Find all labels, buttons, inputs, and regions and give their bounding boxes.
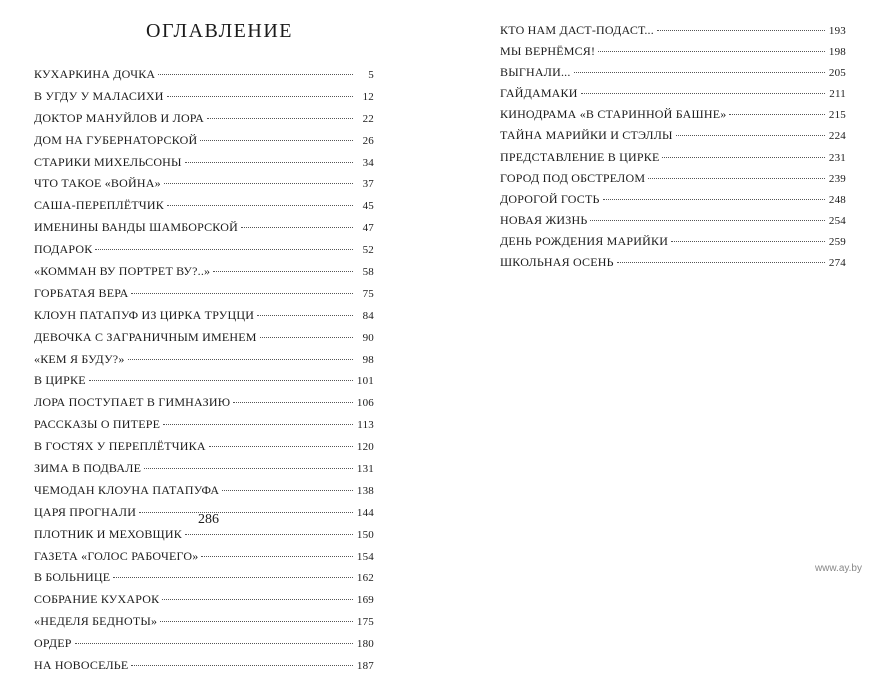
dot-leader bbox=[662, 157, 825, 158]
dot-leader bbox=[162, 599, 353, 600]
toc-entry-title: ЛОРА ПОСТУПАЕТ В ГИМНАЗИЮ bbox=[34, 395, 231, 410]
toc-entry bbox=[34, 152, 374, 174]
dot-leader bbox=[617, 262, 825, 263]
toc-entry-page: 52 bbox=[362, 244, 374, 257]
toc-entry-title: КЛОУН ПАТАПУФ ИЗ ЦИРКА ТРУЦЦИ bbox=[34, 307, 255, 322]
toc-entry-title: ЗИМА В ПОДВАЛЕ bbox=[34, 461, 142, 476]
toc-entry bbox=[34, 392, 374, 414]
toc-entry-title: САША-ПЕРЕПЛЁТЧИК bbox=[34, 198, 164, 213]
toc-entry-page: 90 bbox=[362, 331, 374, 344]
dot-leader bbox=[158, 74, 353, 75]
toc-entry-page: 198 bbox=[828, 46, 846, 59]
toc-entry bbox=[34, 611, 374, 633]
toc-entry-page: 193 bbox=[828, 25, 846, 37]
toc-entry bbox=[34, 217, 374, 239]
toc-entry-page: 215 bbox=[828, 109, 846, 122]
toc-entry bbox=[500, 104, 846, 125]
dot-leader bbox=[128, 359, 353, 360]
toc-entry bbox=[34, 86, 374, 108]
toc-entry-page: 34 bbox=[362, 156, 374, 169]
dot-leader bbox=[209, 446, 353, 447]
dot-leader bbox=[167, 205, 353, 206]
toc-entry-title: ДОРОГОЙ ГОСТЬ bbox=[500, 191, 600, 206]
toc-entry bbox=[500, 252, 846, 273]
left-page bbox=[0, 0, 439, 673]
dot-leader bbox=[164, 183, 353, 184]
toc-entry-title: В ЦИРКЕ bbox=[34, 373, 86, 388]
toc-entry-page: 248 bbox=[828, 193, 846, 206]
toc-entry bbox=[34, 261, 374, 283]
toc-entry-title: ЧТО ТАКОЕ «ВОЙНА» bbox=[34, 176, 161, 191]
toc-entry-page: 5 bbox=[368, 69, 374, 81]
toc-entry-page: 106 bbox=[356, 397, 374, 410]
toc-entry-title: В ГОСТЯХ У ПЕРЕПЛЁТЧИКА bbox=[34, 439, 206, 454]
toc-entry bbox=[500, 125, 846, 146]
toc-entry-title: СОБРАНИЕ КУХАРОК bbox=[34, 592, 160, 607]
dot-leader bbox=[144, 468, 353, 469]
dot-leader bbox=[257, 315, 353, 316]
toc-entry-title: КТО НАМ ДАСТ-ПОДАСТ... bbox=[500, 23, 654, 37]
toc-entry-title: ИМЕНИНЫ ВАНДЫ ШАМБОРСКОЙ bbox=[34, 220, 238, 235]
toc-entry bbox=[34, 546, 374, 568]
toc-entry bbox=[500, 41, 846, 62]
dot-leader bbox=[163, 424, 353, 425]
toc-entry-page: 169 bbox=[356, 594, 374, 607]
dot-leader bbox=[222, 490, 353, 491]
dot-leader bbox=[657, 30, 825, 31]
toc-entry bbox=[34, 436, 374, 458]
toc-entry-page: 211 bbox=[829, 88, 846, 101]
toc-entry-title: ЧЕМОДАН КЛОУНА ПАТАПУФА bbox=[34, 482, 220, 497]
watermark: www.ay.by bbox=[814, 563, 862, 574]
toc-entry bbox=[500, 20, 846, 41]
toc-entry-title: ГАЙДАМАКИ bbox=[500, 86, 578, 101]
toc-entry-page: 101 bbox=[356, 375, 374, 388]
toc-entry bbox=[34, 349, 374, 371]
toc-entry-page: 180 bbox=[356, 638, 374, 651]
dot-leader bbox=[581, 93, 825, 94]
toc-entry-page: 150 bbox=[356, 528, 374, 541]
toc-entry-title: НА НОВОСЕЛЬЕ bbox=[34, 658, 129, 673]
toc-entry bbox=[34, 305, 374, 327]
toc-entry-page: 22 bbox=[362, 112, 374, 125]
dot-leader bbox=[207, 118, 353, 119]
toc-entry-title: В УГДУ У МАЛАСИХИ bbox=[34, 88, 164, 103]
toc-entry-title: «НЕДЕЛЯ БЕДНОТЫ» bbox=[34, 614, 158, 629]
toc-entry bbox=[34, 458, 374, 480]
dot-leader bbox=[131, 665, 353, 666]
toc-entry-page: 274 bbox=[828, 257, 846, 270]
toc-entry bbox=[34, 130, 374, 152]
toc-entry bbox=[34, 567, 374, 589]
toc-entry-page: 37 bbox=[362, 178, 374, 191]
dot-leader bbox=[648, 178, 825, 179]
toc-entry-title: МЫ ВЕРНЁМСЯ! bbox=[500, 44, 596, 59]
toc-entry-page: 187 bbox=[356, 660, 374, 673]
toc-entry-title: ГОРОД ПОД ОБСТРЕЛОМ bbox=[500, 170, 646, 185]
toc-entry-title: КУХАРКИНА ДОЧКА bbox=[34, 67, 156, 81]
toc-entry-title: ПОДАРОК bbox=[34, 242, 93, 257]
dot-leader bbox=[676, 135, 825, 136]
toc-entry-page: 224 bbox=[828, 130, 846, 143]
toc-entry bbox=[34, 589, 374, 611]
toc-entry-page: 113 bbox=[357, 419, 374, 432]
toc-entry bbox=[34, 283, 374, 305]
toc-entry-page: 138 bbox=[356, 484, 374, 497]
dot-leader bbox=[201, 556, 353, 557]
dot-leader bbox=[603, 199, 825, 200]
toc-entry-title: ПЛОТНИК И МЕХОВЩИК bbox=[34, 526, 182, 541]
toc-entry-title: ДОМ НА ГУБЕРНАТОРСКОЙ bbox=[34, 132, 198, 147]
toc-entry-page: 205 bbox=[828, 67, 846, 80]
toc-entry-page: 144 bbox=[356, 506, 374, 519]
dot-leader bbox=[200, 140, 353, 141]
toc-entry bbox=[500, 62, 846, 83]
dot-leader bbox=[160, 621, 353, 622]
toc-entry-title: «КОММАН ВУ ПОРТРЕТ ВУ?..» bbox=[34, 264, 211, 279]
toc-entry-page: 45 bbox=[362, 200, 374, 213]
toc-list-right bbox=[500, 20, 846, 273]
toc-entry bbox=[34, 173, 374, 195]
toc-entry-title: «КЕМ Я БУДУ?» bbox=[34, 351, 125, 366]
toc-entry-title: ЦАРЯ ПРОГНАЛИ bbox=[34, 504, 137, 519]
toc-list-left bbox=[34, 64, 374, 677]
toc-entry-page: 12 bbox=[362, 90, 374, 103]
dot-leader bbox=[95, 249, 353, 250]
toc-entry-page: 75 bbox=[362, 287, 374, 300]
toc-entry-page: 58 bbox=[362, 266, 374, 279]
toc-entry bbox=[34, 195, 374, 217]
dot-leader bbox=[671, 241, 825, 242]
toc-entry bbox=[34, 633, 374, 655]
dot-leader bbox=[139, 512, 353, 513]
toc-entry-page: 231 bbox=[828, 151, 846, 164]
toc-entry bbox=[34, 239, 374, 261]
dot-leader bbox=[185, 162, 353, 163]
toc-entry-page: 175 bbox=[356, 616, 374, 629]
toc-entry bbox=[34, 370, 374, 392]
dot-leader bbox=[167, 96, 353, 97]
toc-entry-title: ДЕВОЧКА С ЗАГРАНИЧНЫМ ИМЕНЕМ bbox=[34, 329, 257, 344]
toc-entry-page: 131 bbox=[356, 463, 374, 476]
toc-entry-title: РАССКАЗЫ О ПИТЕРЕ bbox=[34, 417, 161, 432]
toc-entry-page: 47 bbox=[362, 222, 374, 235]
dot-leader bbox=[233, 402, 353, 403]
toc-entry-title: ШКОЛЬНАЯ ОСЕНЬ bbox=[500, 255, 614, 270]
toc-entry bbox=[500, 231, 846, 252]
toc-entry-page: 84 bbox=[362, 309, 374, 322]
dot-leader bbox=[131, 293, 353, 294]
toc-entry bbox=[34, 108, 374, 130]
toc-entry-title: СТАРИКИ МИХЕЛЬСОНЫ bbox=[34, 154, 182, 169]
page-title: ОГЛАВЛЕНИЕ bbox=[146, 20, 293, 42]
right-page bbox=[439, 0, 878, 578]
toc-entry-title: КИНОДРАМА «В СТАРИННОЙ БАШНЕ» bbox=[500, 107, 727, 122]
toc-entry bbox=[34, 327, 374, 349]
toc-entry-title: ВЫГНАЛИ... bbox=[500, 65, 571, 80]
toc-entry-page: 259 bbox=[828, 235, 846, 248]
toc-entry-title: В БОЛЬНИЦЕ bbox=[34, 570, 111, 585]
dot-leader bbox=[260, 337, 353, 338]
dot-leader bbox=[574, 72, 825, 73]
toc-entry bbox=[34, 414, 374, 436]
dot-leader bbox=[241, 227, 353, 228]
toc-entry-title: ПРЕДСТАВЛЕНИЕ В ЦИРКЕ bbox=[500, 149, 660, 164]
toc-entry-title: ДОКТОР МАНУЙЛОВ И ЛОРА bbox=[34, 110, 205, 125]
toc-entry-title: ДЕНЬ РОЖДЕНИЯ МАРИЙКИ bbox=[500, 233, 669, 248]
toc-entry bbox=[34, 655, 374, 677]
toc-entry-title: ГАЗЕТА «ГОЛОС РАБОЧЕГО» bbox=[34, 548, 199, 563]
dot-leader bbox=[213, 271, 353, 272]
toc-entry-title: НОВАЯ ЖИЗНЬ bbox=[500, 212, 588, 227]
toc-entry-page: 162 bbox=[356, 572, 374, 585]
toc-entry-title: ОРДЕР bbox=[34, 636, 72, 651]
dot-leader bbox=[598, 51, 825, 52]
toc-entry bbox=[500, 83, 846, 104]
dot-leader bbox=[590, 220, 825, 221]
toc-entry-page: 98 bbox=[362, 353, 374, 366]
toc-entry-page: 26 bbox=[362, 134, 374, 147]
toc-entry-page: 120 bbox=[356, 441, 374, 454]
dot-leader bbox=[185, 534, 353, 535]
dot-leader bbox=[75, 643, 353, 644]
toc-entry bbox=[500, 147, 846, 168]
dot-leader bbox=[729, 114, 825, 115]
toc-entry-title: ГОРБАТАЯ ВЕРА bbox=[34, 285, 129, 300]
toc-entry-page: 254 bbox=[828, 214, 846, 227]
dot-leader bbox=[89, 380, 353, 381]
toc-entry bbox=[34, 480, 374, 502]
page-number: 286 bbox=[198, 512, 219, 527]
toc-entry-page: 239 bbox=[828, 172, 846, 185]
toc-entry-page: 154 bbox=[356, 550, 374, 563]
toc-entry bbox=[500, 168, 846, 189]
toc-entry bbox=[500, 189, 846, 210]
toc-entry bbox=[34, 64, 374, 86]
toc-entry bbox=[500, 210, 846, 231]
toc-entry-title: ТАЙНА МАРИЙКИ И СТЭЛЛЫ bbox=[500, 128, 673, 143]
